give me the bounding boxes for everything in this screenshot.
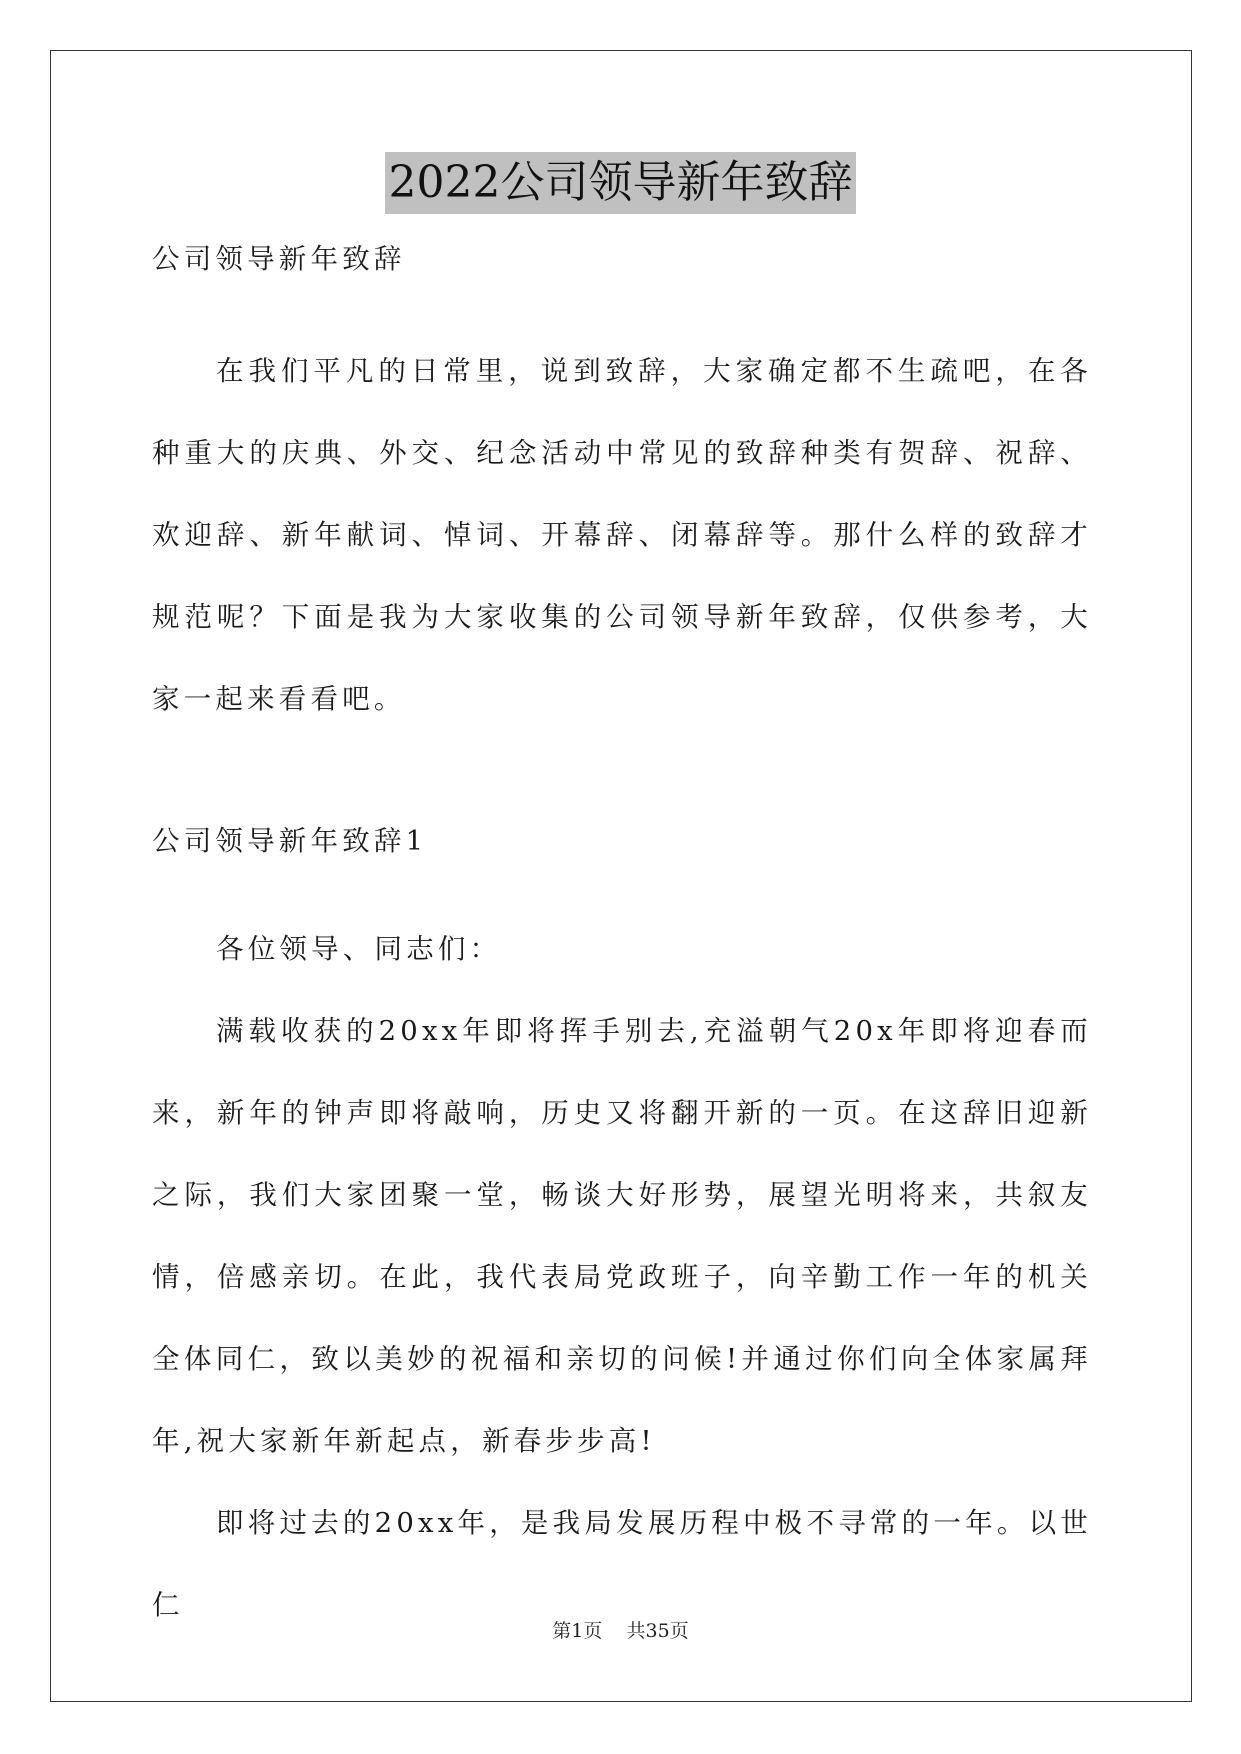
document-title: 2022公司领导新年致辞 xyxy=(385,152,857,214)
page-footer xyxy=(0,1616,1241,1643)
section-heading: 公司领导新年致辞 xyxy=(152,243,406,275)
greeting-line: 各位领导、同志们： xyxy=(216,933,502,965)
intro-paragraph: 在我们平凡的日常里，说到致辞，大家确定都不生疏吧，在各种重大的庆典、外交、纪念活动中常见的致辞种类有贺辞、祝辞、欢迎辞、新年献词、悼词、开幕辞、闭幕辞等。那什么样的致辞才规范呢？下面是我为大家收集的公司领导新年致辞，仅供参考，大家一起来看看吧。 xyxy=(152,355,1092,715)
body-paragraph-2: 即将过去的20xx年，是我局发展历程中极不寻常的一年。以世仁 xyxy=(152,1507,1092,1621)
speech-heading: 公司领导新年致辞1 xyxy=(152,825,428,857)
title-container xyxy=(0,152,1241,214)
total-pages: 共35页 xyxy=(626,1620,689,1642)
body-paragraph-1: 满载收获的20xx年即将挥手别去,充溢朝气20x年即将迎春而来，新年的钟声即将敲响，历史又将翻开新的一页。在这辞旧迎新之际，我们大家团聚一堂，畅谈大好形势，展望光明将来，共叙友情，倍感亲切。在此，我代表局党政班子，向辛勤工作一年的机关全体同仁，致以美妙的祝福和亲切的问候!并通过你们向全体家属拜年,祝大家新年新起点，新春步步高! xyxy=(152,1015,1092,1457)
page-number: 第1页 xyxy=(552,1620,603,1642)
